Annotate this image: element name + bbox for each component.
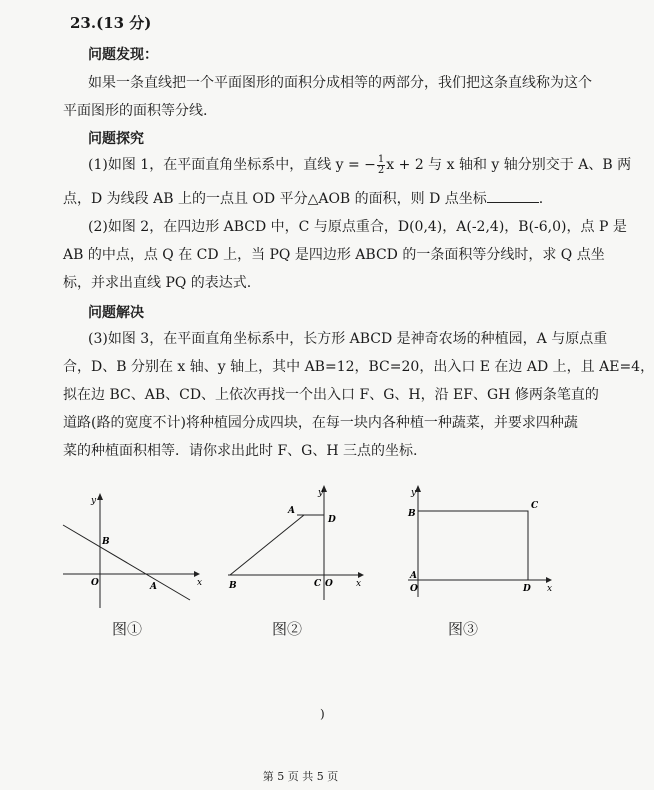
label-c: C: [531, 501, 539, 511]
side-ab: [230, 515, 304, 575]
rectangle-abcd: [418, 511, 528, 580]
fraction-numerator: 1: [377, 153, 385, 165]
label-x: x: [547, 584, 553, 594]
answer-blank[interactable]: [487, 190, 539, 203]
question-points: (13 分): [96, 14, 152, 32]
label-o: O: [91, 578, 99, 588]
problem-2-line-3: 标，并求出直线 PQ 的表达式.: [63, 275, 252, 291]
problem-1-text-c: 点，D 为线段 AB 上的一点且 OD 平分△AOB 的面积，则 D 点坐标: [63, 191, 487, 207]
fraction: [377, 155, 385, 176]
page-footer: 第 5 页 共 5 页: [262, 770, 339, 783]
problem-1-end: .: [538, 191, 544, 207]
figure-2: [218, 482, 368, 607]
label-x: x: [197, 578, 203, 588]
x-axis-arrow: [546, 577, 552, 583]
label-o: O: [410, 584, 418, 594]
section-title-exploration: 问题探究: [88, 131, 144, 147]
section-title-discovery: 问题发现：: [88, 47, 158, 63]
problem-3-line-4: 道路(路的宽度不计)将种植园分成四块，在每一块内各种植一种蔬菜，并要求四种蔬: [63, 415, 578, 431]
stray-mark: ): [320, 707, 325, 721]
problem-3-line-5: 菜的种植面积相等．请你求出此时 F、G、H 三点的坐标.: [63, 443, 418, 459]
problem-1-line-1: [88, 154, 631, 176]
x-axis-arrow: [194, 571, 200, 577]
label-y: y: [318, 488, 324, 498]
problem-1-line-2: [63, 188, 543, 208]
label-d: D: [328, 515, 336, 525]
problem-3-line-3: 拟在边 BC、AB、CD、上依次再找一个出入口 F、G、H，沿 EF、GH 修两条笔直的: [63, 387, 599, 403]
problem-3-line-1: (3)如图 3，在平面直角坐标系中，长方形 ABCD 是神奇农场的种植园，A 与原点重: [88, 331, 608, 347]
label-x: x: [356, 579, 362, 589]
figure-1: [58, 490, 208, 610]
label-y: y: [91, 496, 97, 506]
definition-line-1: 如果一条直线把一个平面图形的面积分成相等的两部分，我们把这条直线称为这个: [88, 75, 592, 91]
label-a: A: [150, 582, 157, 592]
label-a: A: [410, 571, 417, 581]
label-d: D: [523, 584, 531, 594]
figure-3: [398, 482, 558, 607]
y-axis-arrow: [97, 493, 103, 500]
problem-3-line-2: 合，D、B 分别在 x 轴、y 轴上，其中 AB=12，BC=20，出入口 E 在边 AD 上，且 AE=4，: [63, 359, 654, 375]
problem-2-line-1: (2)如图 2，在四边形 ABCD 中，C 与原点重合，D(0,4)，A(-2,4)，B(-6,0)，点 P 是: [88, 219, 627, 235]
problem-2-line-2: AB 的中点，点 Q 在 CD 上，当 PQ 是四边形 ABCD 的一条面积等分线时，求 Q 点坐: [63, 247, 605, 263]
x-axis-arrow: [358, 572, 364, 578]
label-b: B: [229, 581, 237, 591]
fraction-denominator: 2: [377, 164, 385, 176]
question-number: 23.: [70, 14, 97, 32]
label-a: A: [288, 506, 295, 516]
label-y: y: [411, 488, 417, 498]
label-o: O: [325, 579, 333, 589]
figure-3-caption: 图③: [448, 620, 479, 638]
definition-line-2: 平面图形的面积等分线.: [63, 103, 208, 119]
label-b: B: [102, 537, 110, 547]
problem-1-text-a: (1)如图 1，在平面直角坐标系中，直线 y = −: [88, 157, 376, 173]
label-b: B: [408, 509, 416, 519]
problem-1-text-b: x + 2 与 x 轴和 y 轴分别交于 A、B 两: [386, 157, 632, 173]
figure-2-caption: 图②: [272, 620, 303, 638]
line-ab: [63, 525, 190, 600]
label-c: C: [314, 579, 322, 589]
section-title-solution: 问题解决: [88, 305, 144, 321]
question-header: [70, 12, 151, 33]
figure-1-caption: 图①: [112, 620, 143, 638]
